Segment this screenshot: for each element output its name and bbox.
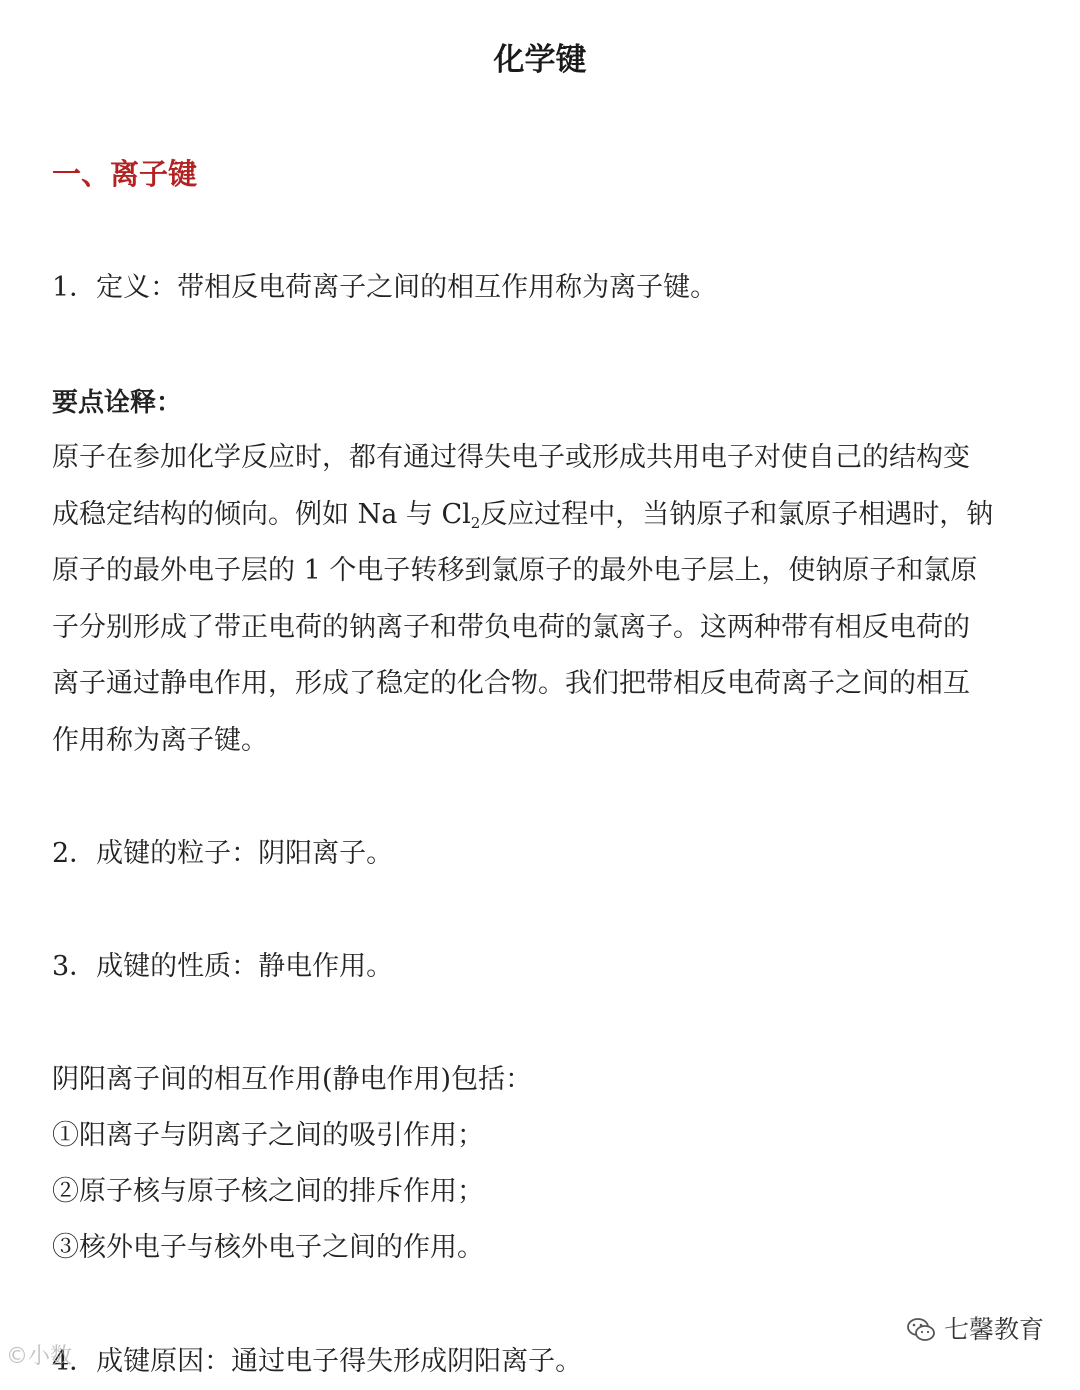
explanation-line: 原子的最外电子层的 1 个电子转移到氯原子的最外电子层上，使钠原子和氯原 bbox=[52, 555, 978, 586]
explanation-line bbox=[52, 487, 1032, 544]
account-name: 七馨教育 bbox=[943, 1315, 1044, 1344]
explanation-line: 离子通过静电作用，形成了稳定的化合物。我们把带相反电荷离子之间的相互 bbox=[52, 668, 970, 699]
interaction-item: ③核外电子与核外电子之间的作用。 bbox=[52, 1232, 484, 1263]
account-watermark bbox=[906, 1310, 1044, 1350]
interaction-item: ①阳离子与阴离子之间的吸引作用； bbox=[52, 1120, 484, 1151]
explanation-line: 作用称为离子键。 bbox=[52, 724, 268, 756]
key-points-label: 要点诠释： bbox=[52, 388, 183, 418]
wechat-icon bbox=[906, 1317, 936, 1343]
explanation-line: 子分别形成了带正电荷的钠离子和带负电荷的氯离子。这两种带有相反电荷的 bbox=[52, 611, 970, 643]
explanation-line: 原子在参加化学反应时，都有通过得失电子或形成共用电子对使自己的结构变 bbox=[52, 442, 970, 473]
item-bonding-particles: 2．成键的粒子：阴阳离子。 bbox=[52, 838, 394, 869]
page-title: 化学键 bbox=[493, 42, 587, 78]
item-bonding-nature: 3．成键的性质：静电作用。 bbox=[52, 951, 394, 982]
item-definition: 1．定义：带相反电荷离子之间的相互作用称为离子键。 bbox=[52, 272, 718, 303]
explanation-text: 反应过程中，当钠原子和氯原子相遇时，钠 bbox=[480, 498, 994, 530]
subscript: 2 bbox=[470, 513, 481, 532]
item-bonding-cause: 4．成键原因：通过电子得失形成阴阳离子。 bbox=[52, 1346, 583, 1377]
explanation-paragraph bbox=[52, 430, 1032, 769]
section-heading-ionic-bond: 一、离子键 bbox=[52, 157, 198, 191]
explanation-text: 成稳定结构的倾向。例如 Na 与 Cl bbox=[52, 498, 471, 530]
interaction-intro: 阴阳离子间的相互作用(静电作用)包括： bbox=[52, 1064, 533, 1095]
watermark-left: ©小数 bbox=[6, 1344, 73, 1369]
interaction-item: ②原子核与原子核之间的排斥作用； bbox=[52, 1176, 484, 1207]
